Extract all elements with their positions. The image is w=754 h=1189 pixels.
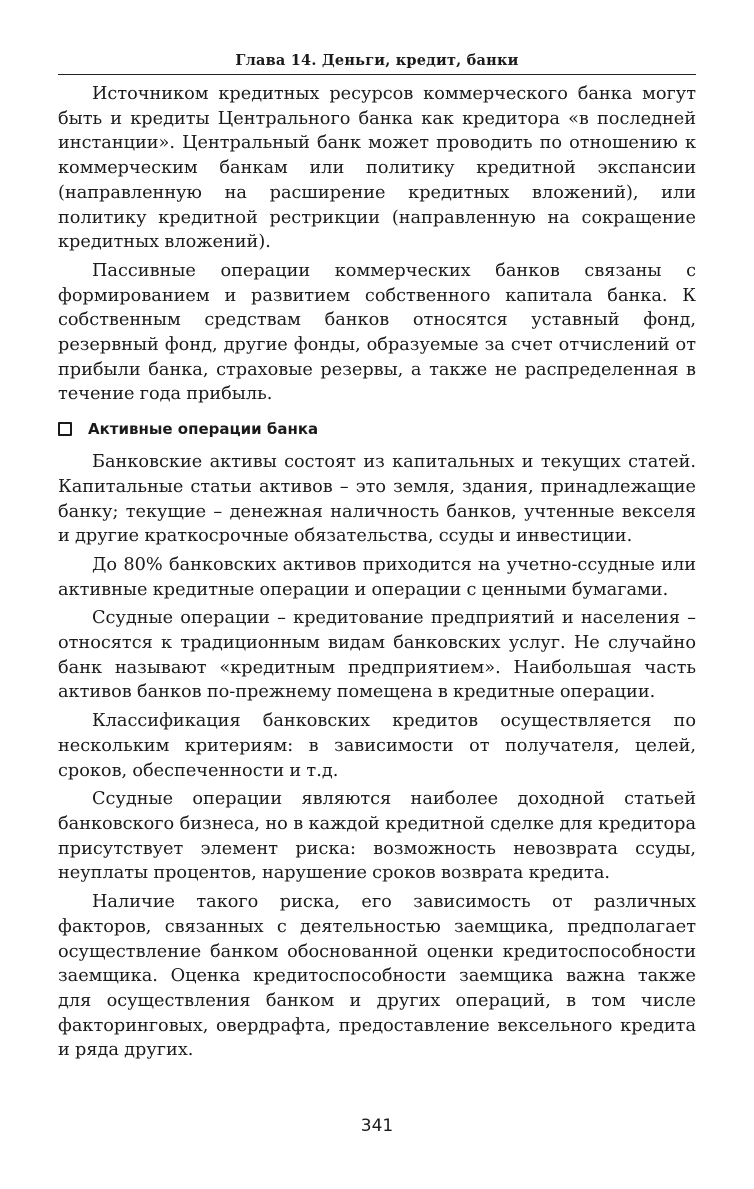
section-heading-text: Активные операции банка (88, 420, 319, 439)
paragraph-credit-risk: Ссудные операции являются наиболее доходной статьей банковского бизнеса, но в каждой кредитной сделке для кредитора присутствует элемент риска: возможность невозврата ссуды, неуплаты процентов, нарушение сроков возврата кредита. (58, 789, 696, 884)
paragraph-creditworthiness: Наличие такого риска, его зависимость от различных факторов, связанных с деятельностью заемщика, предполагает осуществление банком обоснованной оценки кредитоспособности заемщика. Оценка кредитоспособности заемщика важна также для осуществления банком и других операций, в том числе факторинговых, овердрафта, предоставление вексельного кредита и ряда других. (58, 892, 696, 1061)
paragraph-bank-assets: Банковские активы состоят из капитальных и текущих статей. Капитальные статьи активов – это земля, здания, принадлежащие банку; текущие – денежная наличность банков, учтенные векселя и другие краткосрочные обязательства, ссуды и инвестиции. (58, 452, 696, 547)
paragraph-passive-operations: Пассивные операции коммерческих банков связаны с формированием и развитием собственного капитала банка. К собственным средствам банков относятся уставный фонд, резервный фонд, другие фонды, образуемые за счет отчислений от прибыли банка, страховые резервы, а также не распределенная в течение года прибыль. (58, 260, 696, 405)
checkbox-square-icon (58, 422, 72, 436)
header-rule (58, 74, 696, 75)
section-heading (58, 420, 696, 438)
page-body (58, 82, 696, 1067)
running-head: Глава 14. Деньги, кредит, банки (235, 52, 519, 69)
paragraph-asset-share: До 80% банковских активов приходится на учетно-ссудные или активные кредитные операции и операции с ценными бумагами. (58, 554, 696, 600)
paragraph-loan-operations: Ссудные операции – кредитование предприятий и населения – относятся к традиционным видам банковских услуг. Не случайно банк называют «кредитным предприятием». Наибольшая часть активов банков по-прежнему помещена в кредитные операции. (58, 608, 696, 703)
paragraph-credit-classification: Классификация банковских кредитов осуществляется по нескольким критериям: в зависимости от получателя, целей, сроков, обеспеченности и т.д. (58, 711, 696, 781)
paragraph-central-bank-credit: Источником кредитных ресурсов коммерческого банка могут быть и кредиты Центрального банка как кредитора «в последней инстанции». Центральный банк может проводить по отношению к коммерческим банкам или политику кредитной экспансии (направленную на расширение кредитных вложений), или политику кредитной рестрикции (направленную на сокращение кредитных вложений). (58, 84, 696, 253)
page-number: 341 (360, 1116, 394, 1136)
